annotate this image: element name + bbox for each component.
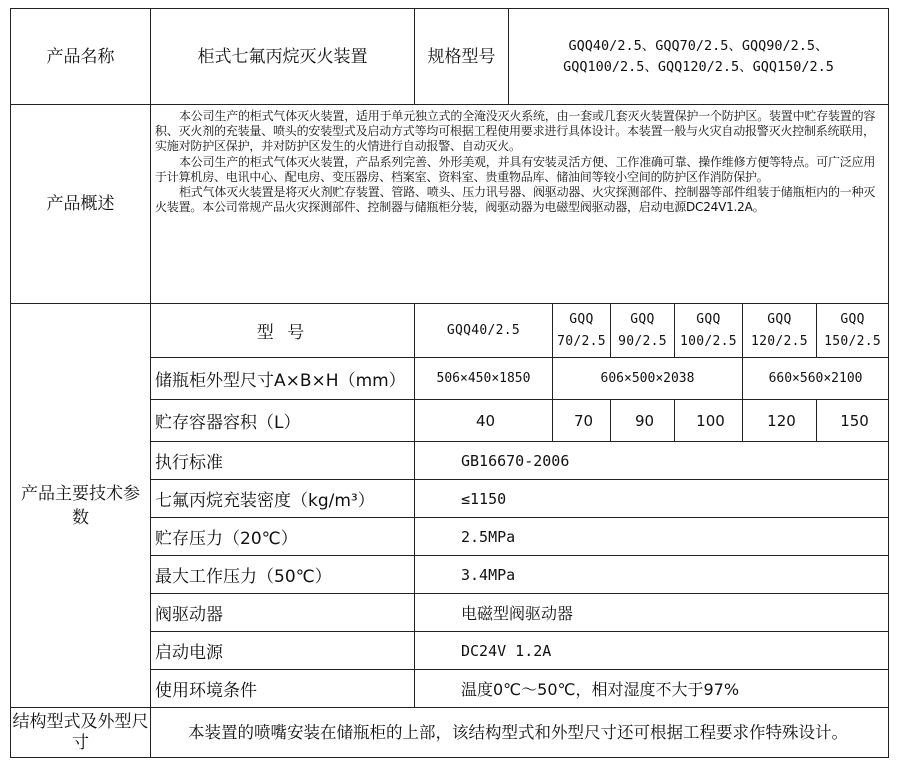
spec-model-line-1: GQQ40/2.5、GQQ70/2.5、GQQ90/2.5、 — [568, 37, 829, 54]
overview-label: 产品概述 — [11, 105, 151, 304]
spec-model-line-2: GQQ100/2.5、GQQ120/2.5、GQQ150/2.5 — [563, 58, 834, 75]
model-gqq120-l2: 120/2.5 — [751, 333, 808, 349]
volume-label: 贮存容器容积（L） — [151, 400, 415, 442]
model-gqq40-text: GQQ40/2.5 — [446, 322, 521, 338]
model-gqq100 — [675, 304, 743, 358]
model-gqq150-l1: GQQ — [840, 311, 865, 327]
model-gqq70-l1: GQQ — [569, 311, 594, 327]
volume-gqq100: 100 — [675, 400, 743, 442]
spec-model-label: 规格型号 — [415, 9, 509, 105]
tech-params-label: 产品主要技术参数 — [11, 304, 151, 708]
model-gqq120 — [743, 304, 817, 358]
model-gqq90 — [611, 304, 675, 358]
model-gqq90-l2: 90/2.5 — [618, 333, 667, 349]
standard-value: GB16670-2006 — [415, 442, 889, 480]
volume-gqq150: 150 — [817, 400, 889, 442]
overview-paragraph-2: 本公司生产的柜式气体灭火装置，产品系列完善、外形美观，并具有安装灵活方便、工作准确可靠、操作维修方便等特点。可广泛应用于计算机房、电讯中心、配电房、变压器房、档案室、资料室、贵重物品库、储油间等较小空间的防护区作消防保护。 — [155, 154, 876, 184]
storage-pressure-value: 2.5MPa — [415, 518, 889, 556]
dimension-label: 储瓶柜外型尺寸A×B×H（mm） — [151, 358, 415, 400]
valve-driver-label: 阀驱动器 — [151, 594, 415, 632]
density-value: ≤1150 — [415, 480, 889, 518]
dimension-gqq120-150: 660×560×2100 — [743, 358, 889, 400]
model-gqq100-l1: GQQ — [696, 311, 721, 327]
overview-row — [11, 105, 889, 304]
structure-text: 本装置的喷嘴安装在储瓶柜的上部，该结构型式和外型尺寸还可根据工程要求作特殊设计。 — [151, 708, 889, 758]
volume-gqq90: 90 — [611, 400, 675, 442]
volume-gqq120: 120 — [743, 400, 817, 442]
model-gqq40 — [415, 304, 553, 358]
structure-label: 结构型式及外型尺寸 — [11, 708, 151, 758]
power-value: DC24V 1.2A — [415, 632, 889, 670]
model-gqq70-l2: 70/2.5 — [557, 333, 606, 349]
dimension-gqq70-100: 606×500×2038 — [553, 358, 743, 400]
overview-paragraph-3: 柜式气体灭火装置是将灭火剂贮存装置、管路、喷头、压力讯号器、阀驱动器、火灾探测部件、控制器等部件组装于储瓶柜内的一种灭火装置。本公司常规产品火灾探测部件、控制器与储瓶柜分装，阀驱动器为电磁型阀驱动器，启动电源DC24V1.2A。 — [155, 185, 876, 215]
standard-label: 执行标准 — [151, 442, 415, 480]
dimension-gqq40: 506×450×1850 — [415, 358, 553, 400]
overview-text — [151, 105, 889, 304]
density-label: 七氟丙烷充装密度（kg/m³） — [151, 480, 415, 518]
max-pressure-label: 最大工作压力（50℃） — [151, 556, 415, 594]
model-gqq90-l1: GQQ — [630, 311, 655, 327]
product-name-value: 柜式七氟丙烷灭火装置 — [151, 9, 415, 105]
overview-paragraph-1: 本公司生产的柜式气体灭火装置，适用于单元独立式的全淹没灭火系统，由一套或几套灭火装置保护一个防护区。装置中贮存装置的容积、灭火剂的充装量、喷头的安装型式及启动方式等均可根据工程使用要求进行具体设计。本装置一般与火灾自动报警灭火控制系统联用，实施对防护区保护，并对防护区发生的火情进行自动报警、自动灭火。 — [155, 109, 876, 154]
environment-label: 使用环境条件 — [151, 670, 415, 708]
max-pressure-value: 3.4MPa — [415, 556, 889, 594]
model-gqq120-l1: GQQ — [767, 311, 792, 327]
valve-driver-value: 电磁型阀驱动器 — [415, 594, 889, 632]
model-gqq150 — [817, 304, 889, 358]
header-row — [11, 9, 889, 105]
model-label: 型 号 — [151, 304, 415, 358]
volume-gqq40: 40 — [415, 400, 553, 442]
volume-gqq70: 70 — [553, 400, 611, 442]
spec-table — [10, 8, 889, 758]
power-label: 启动电源 — [151, 632, 415, 670]
environment-value: 温度0℃～50℃，相对湿度不大于97% — [415, 670, 889, 708]
model-row — [11, 304, 889, 358]
product-name-label: 产品名称 — [11, 9, 151, 105]
model-gqq150-l2: 150/2.5 — [824, 333, 881, 349]
structure-row — [11, 708, 889, 758]
model-gqq70 — [553, 304, 611, 358]
spec-model-value — [509, 9, 889, 105]
model-gqq100-l2: 100/2.5 — [680, 333, 737, 349]
storage-pressure-label: 贮存压力（20℃） — [151, 518, 415, 556]
